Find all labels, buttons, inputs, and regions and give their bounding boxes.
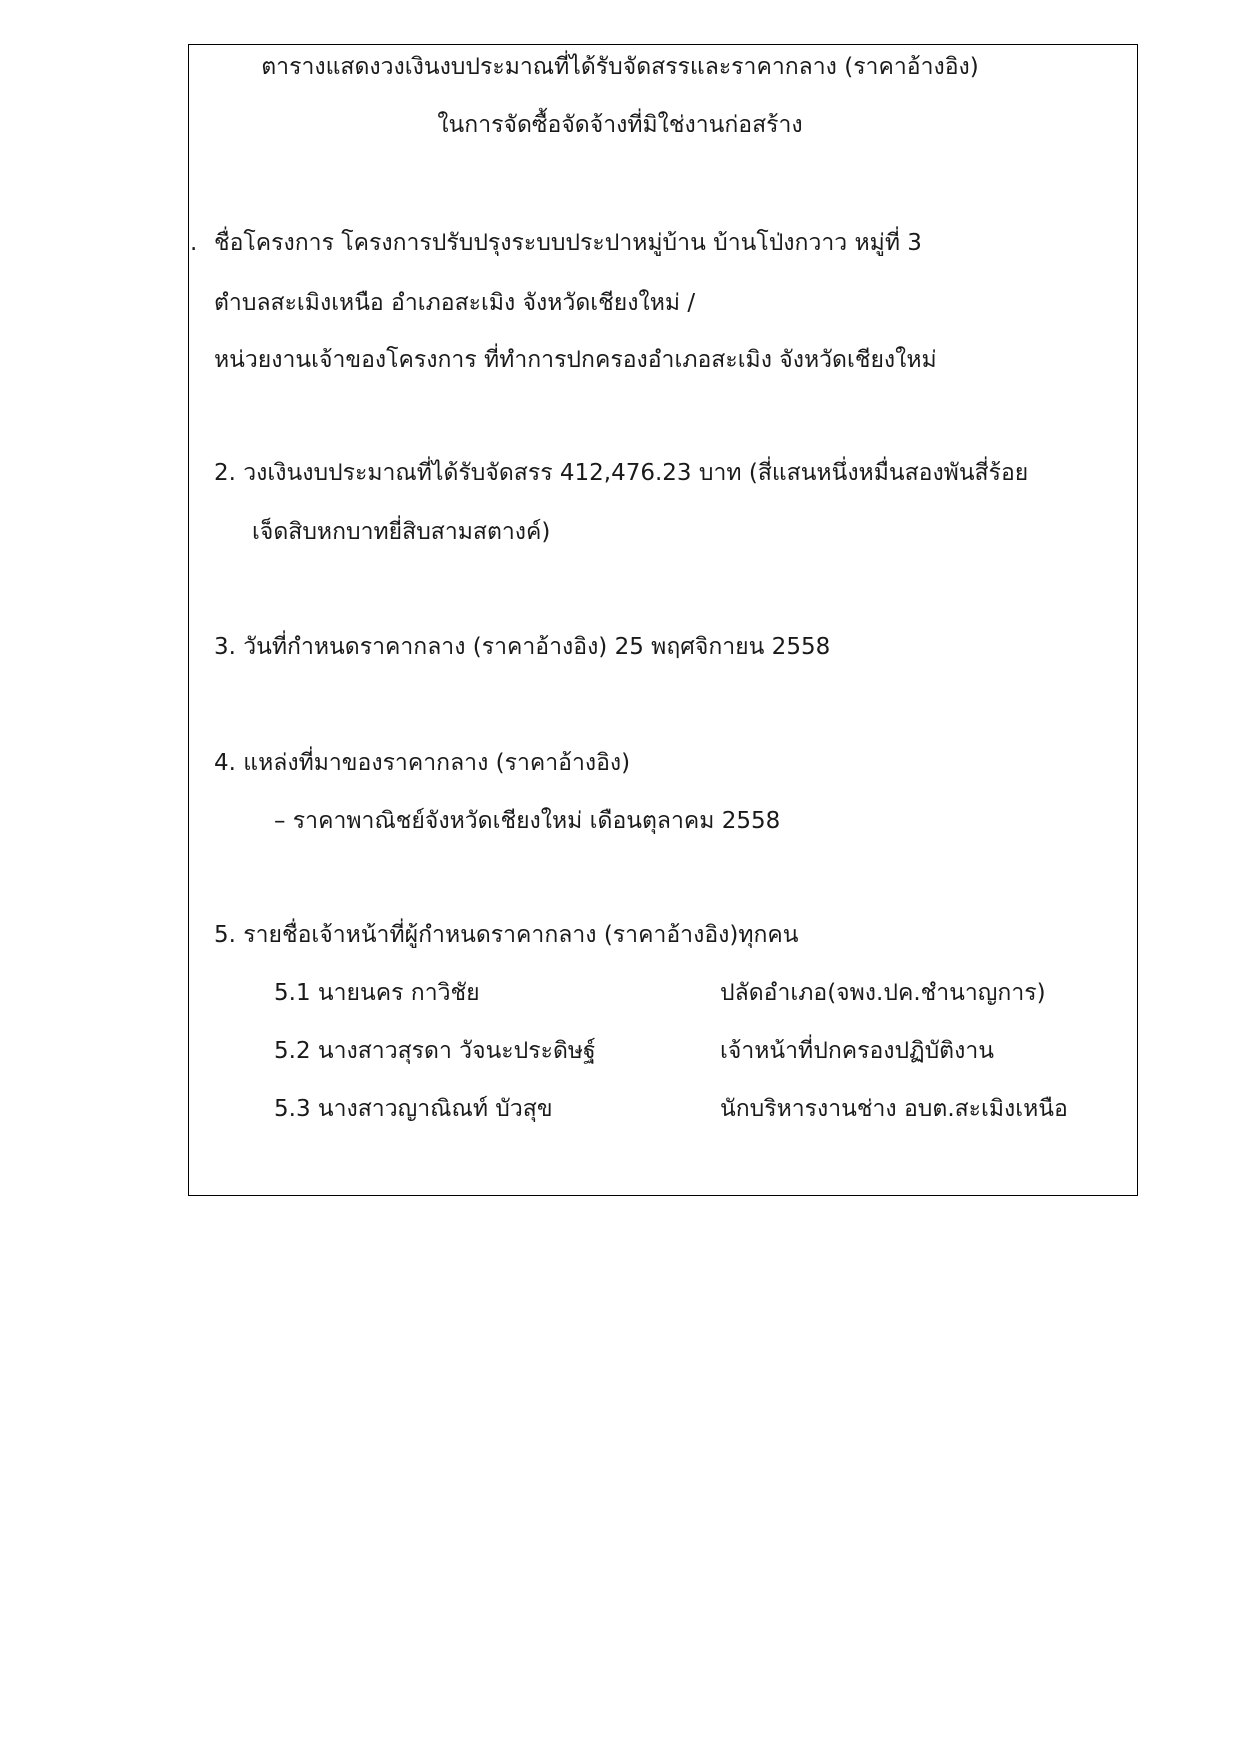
document-frame xyxy=(188,44,1138,1196)
project-name-line-1: ชื่อโครงการ โครงการปรับปรุงระบบประปาหมู่บ้าน บ้านโป่งกวาว หมู่ที่ 3 xyxy=(214,230,922,256)
committee-member-position: เจ้าหน้าที่ปกครองปฏิบัติงาน xyxy=(720,1038,994,1064)
item-1-marker: . xyxy=(190,230,198,256)
committee-member-name: 5.1 นายนคร กาวิชัย xyxy=(274,980,480,1006)
price-source-item: – ราคาพาณิชย์จังหวัดเชียงใหม่ เดือนตุลาคม 2558 xyxy=(274,808,781,834)
document-title-line-2: ในการจัดซื้อจัดจ้างที่มิใช่งานก่อสร้าง xyxy=(437,112,803,138)
committee-member-name: 5.2 นางสาวสุรดา วัจนะประดิษฐ์ xyxy=(274,1038,596,1064)
project-owner-line: หน่วยงานเจ้าของโครงการ ที่ทำการปกครองอำเภอสะเมิง จังหวัดเชียงใหม่ xyxy=(214,347,937,373)
committee-member-position: นักบริหารงานช่าง อบต.สะเมิงเหนือ xyxy=(720,1096,1068,1122)
price-source-heading: 4. แหล่งที่มาของราคากลาง (ราคาอ้างอิง) xyxy=(214,750,631,776)
budget-line-1: 2. วงเงินงบประมาณที่ได้รับจัดสรร 412,476.23 บาท (สี่แสนหนึ่งหมื่นสองพันสี่ร้อย xyxy=(214,460,1029,486)
committee-member-position: ปลัดอำเภอ(จพง.ปค.ชำนาญการ) xyxy=(720,980,1046,1006)
committee-member-name: 5.3 นางสาวญาณิณท์ บัวสุข xyxy=(274,1096,553,1122)
reference-date-line: 3. วันที่กำหนดราคากลาง (ราคาอ้างอิง) 25 พฤศจิกายน 2558 xyxy=(214,634,831,660)
project-name-line-2: ตำบลสะเมิงเหนือ อำเภอสะเมิง จังหวัดเชียงใหม่ / xyxy=(214,290,696,316)
committee-heading: 5. รายชื่อเจ้าหน้าที่ผู้กำหนดราคากลาง (ราคาอ้างอิง)ทุกคน xyxy=(214,922,799,948)
budget-line-2: เจ็ดสิบหกบาทยี่สิบสามสตางค์) xyxy=(252,519,551,545)
document-title-line-1: ตารางแสดงวงเงินงบประมาณที่ได้รับจัดสรรและราคากลาง (ราคาอ้างอิง) xyxy=(261,54,979,80)
